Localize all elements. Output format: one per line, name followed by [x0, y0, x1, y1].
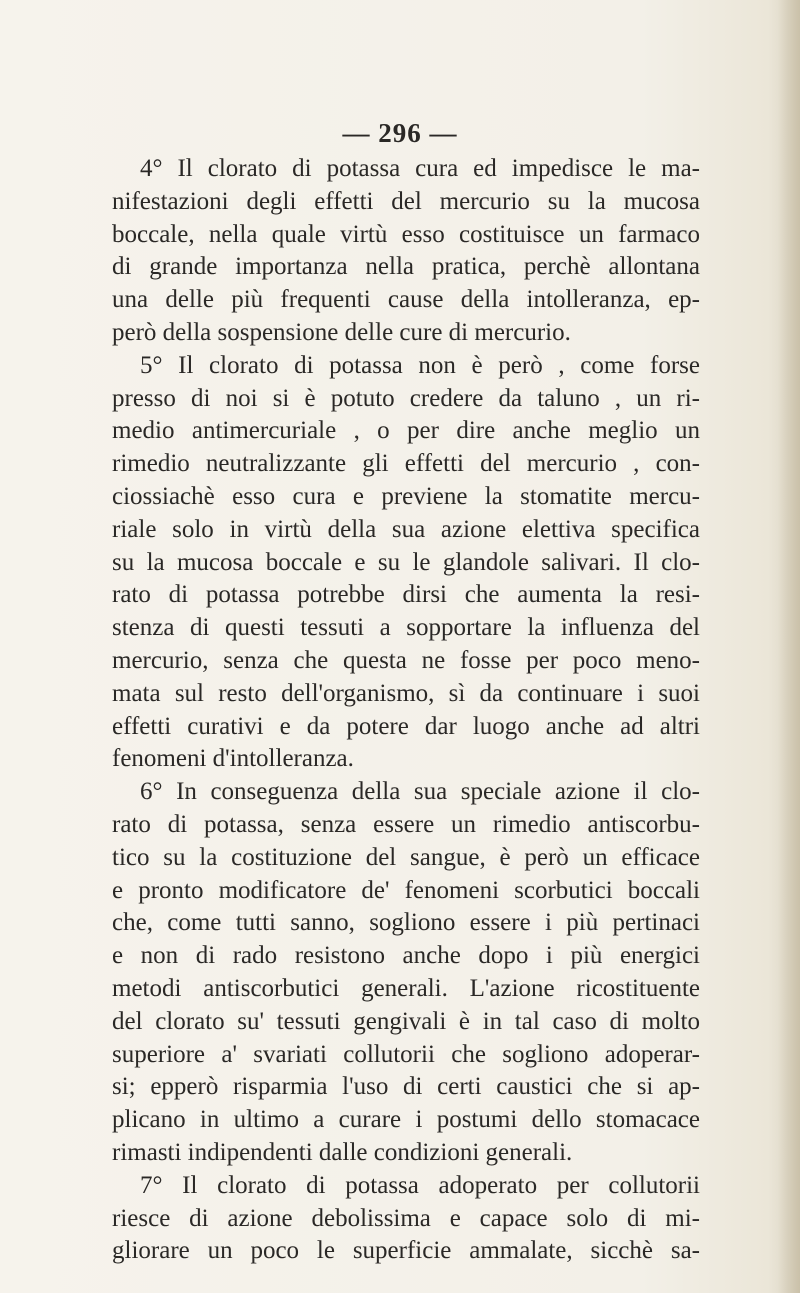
text-line: plicano in ultimo a curare i postumi dello stomacace: [112, 1106, 700, 1134]
paragraph-6: [112, 776, 700, 1170]
text-line: 7° Il clorato di potassa adoperato per collutorii: [140, 1171, 700, 1199]
text-line: rato di potassa, senza essere un rimedio antiscorbu-: [112, 810, 700, 838]
text-line: nifestazioni degli effetti del mercurio su la mucosa: [112, 187, 700, 215]
page-number: — 296 —: [342, 118, 458, 148]
text-line: una delle più frequenti cause della intolleranza, ep-: [112, 286, 700, 314]
text-line: 6° In conseguenza della sua speciale azione il clo-: [140, 778, 700, 806]
text-line: effetti curativi e da potere dar luogo anche ad altri: [112, 712, 700, 740]
text-line: boccale, nella quale virtù esso costituisce un farmaco: [112, 220, 700, 248]
text-line: riale solo in virtù della sua azione elettiva specifica: [112, 515, 700, 543]
text-line: fenomeni d'intolleranza.: [112, 745, 354, 773]
text-line: che, come tutti sanno, sogliono essere i più pertinaci: [112, 909, 700, 937]
text-line: ciossiachè esso cura e previene la stomatite mercu-: [112, 482, 700, 510]
text-line: del clorato su' tessuti gengivali è in tal caso di molto: [112, 1007, 700, 1035]
text-line: di grande importanza nella pratica, perchè allontana: [112, 253, 700, 281]
text-line: medio antimercuriale , o per dire anche meglio un: [112, 417, 700, 445]
text-line: presso di noi si è potuto credere da taluno , un ri-: [112, 384, 700, 412]
text-line: metodi antiscorbutici generali. L'azione ricostituente: [112, 974, 700, 1002]
text-line: mata sul resto dell'organismo, sì da continuare i suoi: [112, 679, 700, 707]
text-line: mercurio, senza che questa ne fosse per poco meno-: [112, 646, 700, 674]
text-line: tico su la costituzione del sangue, è però un efficace: [112, 843, 700, 871]
text-line: su la mucosa boccale e su le glandole salivari. Il clo-: [112, 548, 700, 576]
text-line: rimasti indipendenti dalle condizioni generali.: [112, 1138, 573, 1166]
text-line: e pronto modificatore de' fenomeni scorbutici boccali: [112, 876, 700, 904]
text-line: rimedio neutralizzante gli effetti del mercurio , con-: [112, 450, 700, 478]
paragraph-7: [112, 1170, 700, 1268]
body-text: [112, 153, 700, 1268]
text-line: 5° Il clorato di potassa non è però , come forse: [140, 351, 700, 379]
page-edge-shadow: [778, 0, 800, 1293]
text-line: e non di rado resistono anche dopo i più energici: [112, 942, 700, 970]
text-line: gliorare un poco le superficie ammalate, sicchè sa-: [112, 1237, 700, 1265]
text-line: stenza di questi tessuti a sopportare la influenza del: [112, 614, 700, 642]
text-line: rato di potassa potrebbe dirsi che aumenta la resi-: [112, 581, 700, 609]
text-line: 4° Il clorato di potassa cura ed impedisce le ma-: [140, 155, 700, 182]
paragraph-4: [112, 153, 700, 350]
text-line: superiore a' svariati collutorii che sogliono adoperar-: [112, 1040, 700, 1068]
text-line: riesce di azione debolissima e capace solo di mi-: [112, 1204, 700, 1232]
text-line: si; epperò risparmia l'uso di certi caustici che si ap-: [112, 1073, 700, 1101]
text-line: però della sospensione delle cure di mercurio.: [112, 318, 571, 346]
paragraph-5: [112, 350, 700, 776]
